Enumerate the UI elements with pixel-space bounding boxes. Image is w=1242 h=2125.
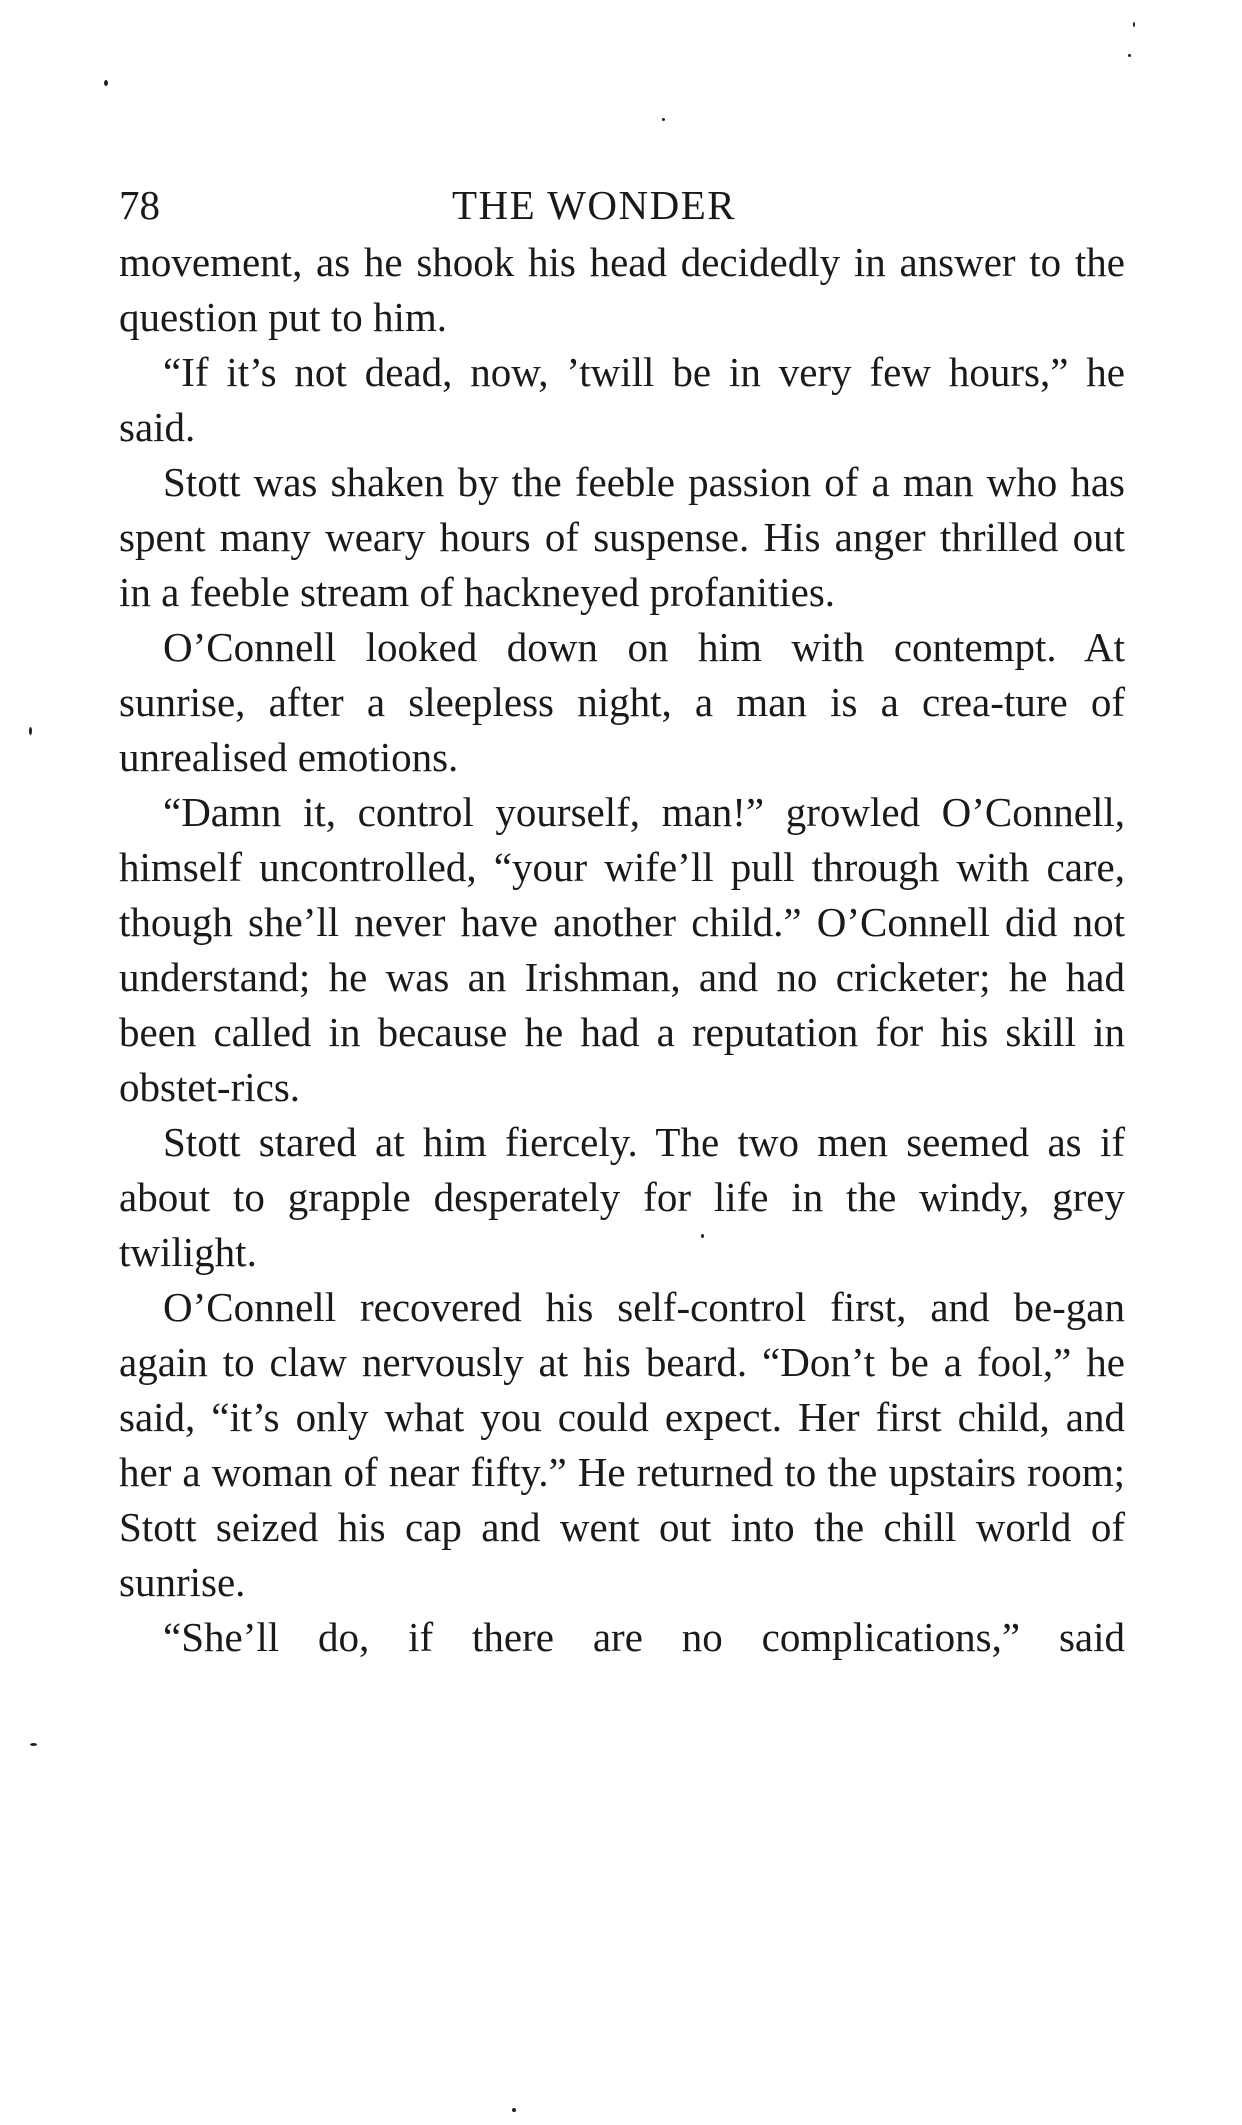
page-header [119, 175, 1125, 235]
book-page [119, 175, 1125, 1665]
paragraph: “If it’s not dead, now, ’twill be in very few hours,” he said. [119, 349, 1125, 450]
paragraph: Stott stared at him fiercely. The two men seemed as if about to grapple desperately for life in the windy, grey twilight. [119, 1119, 1125, 1275]
paragraph: Stott was shaken by the feeble passion of a man who has spent many weary hours of suspense. His anger thrilled out in a feeble stream of hackneyed profanities. [119, 459, 1125, 615]
scan-speck [29, 727, 32, 735]
running-head: THE WONDER [452, 182, 737, 228]
scan-speck [104, 80, 108, 86]
page-number: 78 [119, 182, 160, 228]
paragraph: “She’ll do, if there are no complications,” said [163, 1614, 1125, 1660]
scan-speck [1128, 54, 1131, 57]
scan-speck [662, 118, 665, 121]
scan-speck [30, 1743, 37, 1746]
paragraph: movement, as he shook his head decidedly in answer to the question put to him. [119, 239, 1125, 340]
body-text [119, 235, 1125, 1665]
scan-speck [1133, 22, 1135, 27]
paragraph: O’Connell recovered his self-control first, and be-gan again to claw nervously at his beard. “Don’t be a fool,” he said, “it’s only what you could expect. Her first child, and her a woman of near fifty.” He returned to the upstairs room; Stott seized his cap and went out into the chill world of sunrise. [119, 1284, 1125, 1605]
scan-speck [512, 2108, 516, 2112]
paragraph: “Damn it, control yourself, man!” growled O’Connell, himself uncontrolled, “your wife’ll pull through with care, though she’ll never have another child.” O’Connell did not understand; he was an Irishman, and no cricketer; he had been called in because he had a reputation for his skill in obstet-rics. [119, 789, 1125, 1110]
paragraph: O’Connell looked down on him with contempt. At sunrise, after a sleepless night, a man is a crea-ture of unrealised emotions. [119, 624, 1125, 780]
